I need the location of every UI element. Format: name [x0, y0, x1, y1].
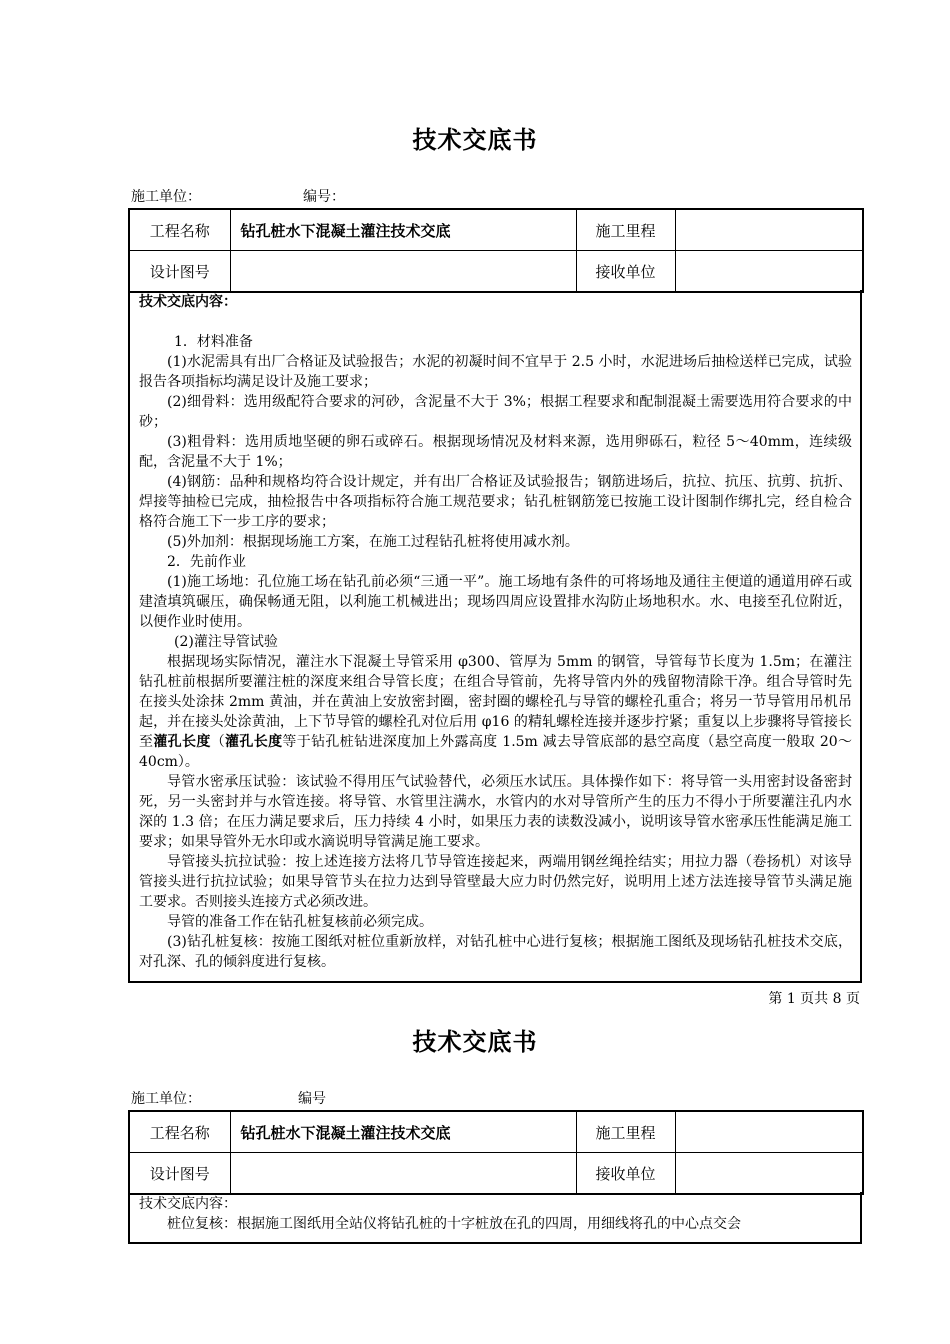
text-run: （	[210, 734, 226, 750]
section-2-title: 2．先前作业	[167, 554, 246, 570]
paragraph: (3)钻孔桩复核：按施工图纸对桩位重新放样，对钻孔桩中心进行复核；根据施工图纸及现场钻孔桩技术交底，对孔深、孔的倾斜度进行复核。	[139, 934, 852, 970]
mileage-label: 施工里程	[576, 209, 675, 251]
receiving-unit-label: 接收单位	[576, 251, 675, 293]
mileage-value	[675, 1111, 863, 1153]
project-name-value: 钻孔桩水下混凝土灌注技术交底	[230, 1111, 576, 1153]
document-number-label: 编号：	[303, 189, 345, 205]
page-title: 技术交底书	[412, 125, 538, 154]
paragraph: (1)水泥需具有出厂合格证及试验报告；水泥的初凝时间不宜早于 2.5 小时，水泥进场后抽检送样已完成，试验报告各项指标均满足设计及施工要求；	[139, 354, 852, 390]
paragraph: (4)钢筋：品种和规格均符合设计规定，并有出厂合格证及试验报告；钢筋进场后，抗拉、抗压、抗剪、抗折、焊接等抽检已完成，抽检报告中各项指标符合施工规范要求；钻孔桩钢筋笼已按施工设计图制作绑扎完，经自检合格符合施工下一步工序的要求；	[139, 474, 852, 530]
design-drawing-value	[230, 251, 576, 293]
table-row	[129, 251, 863, 293]
design-drawing-value	[230, 1153, 576, 1195]
paragraph: 导管的准备工作在钻孔桩复核前必须完成。	[167, 914, 433, 930]
construction-unit-label: 施工单位：	[131, 189, 201, 205]
text-run: 根据现场实际情况，灌注水下混凝土导管采用 φ300、管厚为 5mm 的钢管，导管每节长度为 1.5m；在灌注钻孔桩前根据所要灌注桩的深度来组合导管长度；在组合导管前，先将导管内外的残留物清除干净。组合导管时先在接头处涂抹 2mm 黄油，并在黄油上安放密封圈，密封圈的螺栓孔与导管的螺栓孔重合；将另一节导管用吊机吊起，并在接头处涂黄油，上下节导管的螺栓孔对位后用 φ16 的精轧螺栓连接并逐步拧紧；重复以上步骤将导管接长至	[139, 654, 852, 750]
bold-term: 灌孔长度	[225, 734, 283, 750]
paragraph: (3)粗骨料：选用质地坚硬的卵石或碎石。根据现场情况及材料来源，选用卵砾石，粒径 5～40mm，连续级配，含泥量不大于 1%；	[139, 434, 852, 470]
project-name-value: 钻孔桩水下混凝土灌注技术交底	[230, 209, 576, 251]
bold-term: 灌孔长度	[153, 734, 211, 750]
content-heading: 技术交底内容：	[139, 1196, 237, 1212]
receiving-unit-value	[675, 1153, 863, 1195]
content-heading: 技术交底内容：	[139, 294, 237, 310]
paragraph: 导管接头抗拉试验：按上述连接方法将几节导管连接起来，两端用钢丝绳拴结实；用拉力器（卷扬机）对该导管接头进行抗拉试验；如果导管节头在拉力达到导管壁最大应力时仍然完好，说明用上述方法连接导管节头满足施工要求。否则接头连接方式必须改进。	[139, 854, 852, 910]
mileage-value	[675, 209, 863, 251]
header-info-table	[128, 208, 864, 293]
receiving-unit-label: 接收单位	[576, 1153, 675, 1195]
content-box	[128, 1192, 862, 1244]
table-row	[129, 1153, 863, 1195]
paragraph: (5)外加剂：根据现场施工方案，在施工过程钻孔桩将使用减水剂。	[167, 534, 579, 550]
section-1-title: 1．材料准备	[174, 334, 253, 350]
page-title: 技术交底书	[412, 1027, 538, 1056]
project-name-label: 工程名称	[129, 209, 230, 251]
table-row	[129, 209, 863, 251]
paragraph: 桩位复核：根据施工图纸用全站仪将钻孔桩的十字桩放在孔的四周，用细线将孔的中心点交会	[167, 1216, 741, 1232]
document-number-label: 编号	[298, 1091, 326, 1107]
paragraph: (2)灌注导管试验	[174, 634, 278, 650]
paragraph: 导管水密承压试验：该试验不得用压气试验替代，必须压水试压。具体操作如下：将导管一头用密封设备密封死，另一头密封并与水管连接。将导管、水管里注满水，水管内的水对导管所产生的压力不得小于所要灌注孔内水深的 1.3 倍；在压力满足要求后，压力持续 4 小时，如果压力表的读数没减小，说明该导管水密承压性能满足施工要求；如果导管外无水印或水滴说明导管满足施工要求。	[139, 774, 852, 850]
design-drawing-label: 设计图号	[129, 1153, 230, 1195]
design-drawing-label: 设计图号	[129, 251, 230, 293]
paragraph	[139, 652, 852, 772]
project-name-label: 工程名称	[129, 1111, 230, 1153]
text-run: 等于钻孔桩钻进深度加上外露高度 1.5m 减去导管底部的悬空高度（悬空高度一般取 20～40cm）。	[139, 734, 853, 770]
header-info-table	[128, 1110, 864, 1195]
table-row	[129, 1111, 863, 1153]
content-box	[128, 290, 862, 983]
paragraph: (2)细骨料：选用级配符合要求的河砂，含泥量不大于 3%；根据工程要求和配制混凝土需要选用符合要求的中砂；	[139, 394, 852, 430]
page-number: 第 1 页共 8 页	[768, 991, 860, 1007]
construction-unit-label: 施工单位：	[131, 1091, 201, 1107]
mileage-label: 施工里程	[576, 1111, 675, 1153]
receiving-unit-value	[675, 251, 863, 293]
paragraph: (1)施工场地：孔位施工场在钻孔前必须“三通一平”。施工场地有条件的可将场地及通往主便道的通道用碎石或建渣填筑碾压，确保畅通无阻，以利施工机械进出；现场四周应设置排水沟防止场地积水。水、电接至孔位附近，以便作业时使用。	[139, 574, 852, 630]
